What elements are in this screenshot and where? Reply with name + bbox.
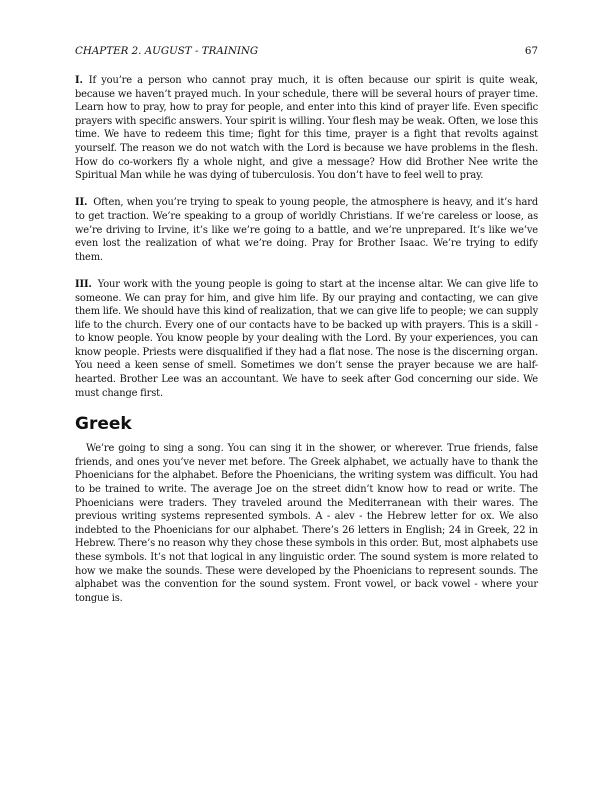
paragraph-3 <box>75 278 538 400</box>
paragraph-text: Often, when you’re trying to speak to young people, the atmosphere is heavy, and it’s hard to get traction. We’re speaking to a group of worldly Christians. If we’re careless or loose, as we’re driving to Irvine, it’s like we’re going to a battle, and we’re unprepared. It’s like we’ve even lost the realization of what we’re doing. Pray for Brother Isaac. We’re trying to edify them. <box>75 197 538 263</box>
paragraph-label: I. <box>75 75 83 86</box>
document-page <box>75 44 538 605</box>
paragraph-label: II. <box>75 197 88 209</box>
page-number: 67 <box>524 45 538 57</box>
chapter-title: CHAPTER 2. AUGUST - TRAINING <box>75 45 259 57</box>
section-heading: Greek <box>75 414 132 435</box>
paragraph-1 <box>75 74 538 183</box>
section-paragraph: We’re going to sing a song. You can sing it in the shower, or wherever. True friends, false friends, and ones you’ve never met before. The Greek alphabet, we actually have to thank the Phoenicians for the alphabet. Before the Phoenicians, the writing system was difficult. You had to be trained to write. The average Joe on the street didn’t know how to read or write. The Phoenicians were traders. They traveled around the Mediterranean with their wares. The previous writing systems represented symbols. A - alev - the Hebrew letter for ox. We also indebted to the Phoenicians for our alphabet. There’s 26 letters in English; 24 in Greek, 22 in Hebrew. There’s no reason why they chose these symbols in this order. But, most alphabets use these symbols. It’s not that logical in any linguistic order. The sound system is more related to how we make the sounds. These were developed by the Phoenicians to represent sounds. The alphabet was the convention for the sound system. Front vowel, or back vowel - where your tongue is. <box>75 443 538 604</box>
paragraph-2 <box>75 196 538 264</box>
paragraph-text: If you’re a person who cannot pray much, it is often because our spirit is quite weak, because we haven’t prayed much. In your schedule, there will be several hours of prayer time. Learn how to pray, how to pray for people, and enter into this kind of prayer life. Even specific prayers with specific answers. Your spirit is willing. Your flesh may be weak. Often, we lose this time. We have to redeem this time; fight for this time, prayer is a fight that revolts against yourself. The reason we do not watch with the Lord is because we have problems in the flesh. How do co-workers fly a whole night, and give a message? How did Brother Nee write the Spiritual Man while he was dying of tuberculosis. You don’t have to feel well to pray. <box>75 75 538 182</box>
running-header <box>75 44 538 58</box>
paragraph-label: III. <box>75 278 92 290</box>
paragraph-text: Your work with the young people is going to start at the incense altar. We can give life to someone. We can pray for him, and give him life. By our praying and contacting, we can give them life. We should have this kind of realization, that we can give life to people; we can supply life to the church. Every one of our contacts have to be backed up with prayers. This is a skill - to know people. You know people by your dealing with the Lord. By your experiences, you can know people. Priests were disqualified if they had a flat nose. The nose is the discerning organ. You need a keen sense of smell. Sometimes we don’t sense the prayer because we are half-hearted. Brother Lee was an accountant. We have to seek after God concerning our side. We must change first. <box>75 278 538 399</box>
